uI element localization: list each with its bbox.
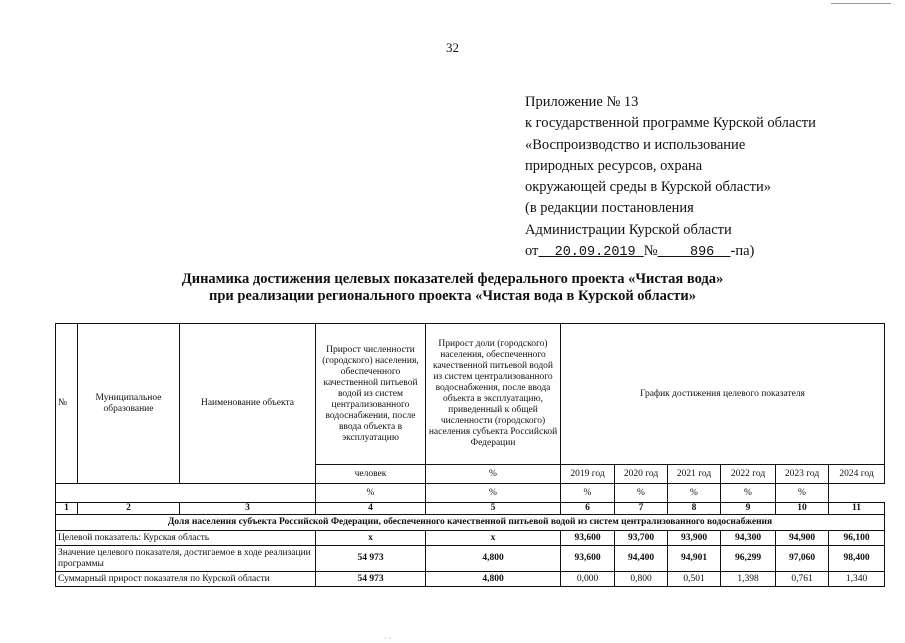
row-value: 54 973: [316, 546, 426, 572]
year-value: 93,700: [615, 531, 668, 546]
title-line: при реализации регионального проекта «Чистая вода в Курской области»: [208, 288, 696, 304]
year-value: 93,600: [561, 546, 615, 572]
unit-cell: %: [721, 484, 776, 503]
unit-cell: %: [561, 484, 615, 503]
column-number: 6: [561, 503, 615, 515]
appendix-block: [525, 92, 816, 263]
column-number: 11: [829, 503, 885, 515]
column-number: 2: [78, 503, 180, 515]
unit-cell: %: [316, 484, 426, 503]
year-value: 94,901: [668, 546, 721, 572]
header-municipality: Муниципальное образование: [78, 324, 180, 484]
column-number: 9: [721, 503, 776, 515]
header-growth-share: Прирост доли (городского) населения, обеспеченного качественной питьевой водой из систем централизованного водоснабжения, после ввода объекта в эксплуатацию, приведенный к общей численности (городского) населения субъекта Российской Федерации: [426, 324, 561, 465]
year-header: 2022 год: [721, 465, 776, 484]
year-value: 0,761: [776, 572, 829, 587]
column-number: 5: [426, 503, 561, 515]
header-num: №: [56, 324, 78, 484]
appendix-line: природных ресурсов, охрана: [525, 157, 703, 174]
year-header: 2023 год: [776, 465, 829, 484]
year-header: 2020 год: [615, 465, 668, 484]
row-value: 54 973: [316, 572, 426, 587]
scan-mark: · ·: [384, 634, 392, 643]
table-row: [56, 531, 885, 546]
year-value: 93,600: [561, 531, 615, 546]
number-prefix: №: [643, 243, 658, 260]
column-number: 3: [180, 503, 316, 515]
year-value: 0,501: [668, 572, 721, 587]
unit-cell: %: [426, 484, 561, 503]
appendix-line: к государственной программе Курской области: [525, 115, 816, 132]
year-value: 0,000: [561, 572, 615, 587]
year-value: 0,800: [615, 572, 668, 587]
header-object: Наименование объекта: [180, 324, 316, 484]
year-value: 96,100: [829, 531, 885, 546]
unit-cell: %: [668, 484, 721, 503]
row-label: Значение целевого показателя, достигаемое в ходе реализации программы: [56, 546, 316, 572]
row-value: х: [316, 531, 426, 546]
year-header: 2024 год: [829, 465, 885, 484]
year-value: 98,400: [829, 546, 885, 572]
decree-date: 20.09.2019: [554, 245, 636, 261]
unit-cell: %: [776, 484, 829, 503]
appendix-line: «Воспроизводство и использование: [525, 136, 746, 153]
table-row: [56, 546, 885, 572]
document-title: [0, 271, 905, 305]
appendix-line: (в редакции постановления: [525, 200, 694, 217]
year-header: 2019 год: [561, 465, 615, 484]
column-number: 7: [615, 503, 668, 515]
appendix-date-line: [525, 241, 816, 263]
appendix-line: Администрации Курской области: [525, 221, 732, 238]
title-line: Динамика достижения целевых показателей федерального проекта «Чистая вода»: [181, 271, 724, 287]
column-number: 8: [668, 503, 721, 515]
year-value: 1,340: [829, 572, 885, 587]
top-edge-mark: [831, 3, 891, 4]
row-value: х: [426, 531, 561, 546]
empty-unit-cell: [56, 484, 316, 503]
row-value: 4,800: [426, 572, 561, 587]
year-value: 1,398: [721, 572, 776, 587]
header-schedule: График достижения целевого показателя: [561, 324, 885, 465]
appendix-line: окружающей среды в Курской области»: [525, 179, 772, 196]
from-prefix: от: [525, 243, 539, 260]
row-label: Целевой показатель: Курская область: [56, 531, 316, 546]
unit-cell: человек: [316, 465, 426, 484]
table-row: [56, 572, 885, 587]
year-value: 94,400: [615, 546, 668, 572]
year-value: 94,300: [721, 531, 776, 546]
unit-cell: %: [615, 484, 668, 503]
year-header: 2021 год: [668, 465, 721, 484]
year-value: 97,060: [776, 546, 829, 572]
decree-number: 896: [689, 245, 715, 261]
unit-cell: %: [426, 465, 561, 484]
header-growth-population: Прирост численности (городского) населения, обеспеченного качественной питьевой водой из систем централизованного водоснабжения, после ввода объекта в эксплуатацию: [316, 324, 426, 465]
row-value: 4,800: [426, 546, 561, 572]
indicators-table: [55, 323, 885, 587]
page-number: 32: [446, 40, 459, 55]
section-title: Доля населения субъекта Российской Федерации, обеспеченного качественной питьевой водой из систем централизованного водоснабжения: [56, 515, 885, 531]
appendix-line: Приложение № 13: [525, 94, 639, 110]
column-number: 10: [776, 503, 829, 515]
row-label: Суммарный прирост показателя по Курской области: [56, 572, 316, 587]
column-number: 1: [56, 503, 78, 515]
number-suffix: -па): [730, 243, 755, 260]
year-value: 93,900: [668, 531, 721, 546]
year-value: 94,900: [776, 531, 829, 546]
column-number: 4: [316, 503, 426, 515]
year-value: 96,299: [721, 546, 776, 572]
